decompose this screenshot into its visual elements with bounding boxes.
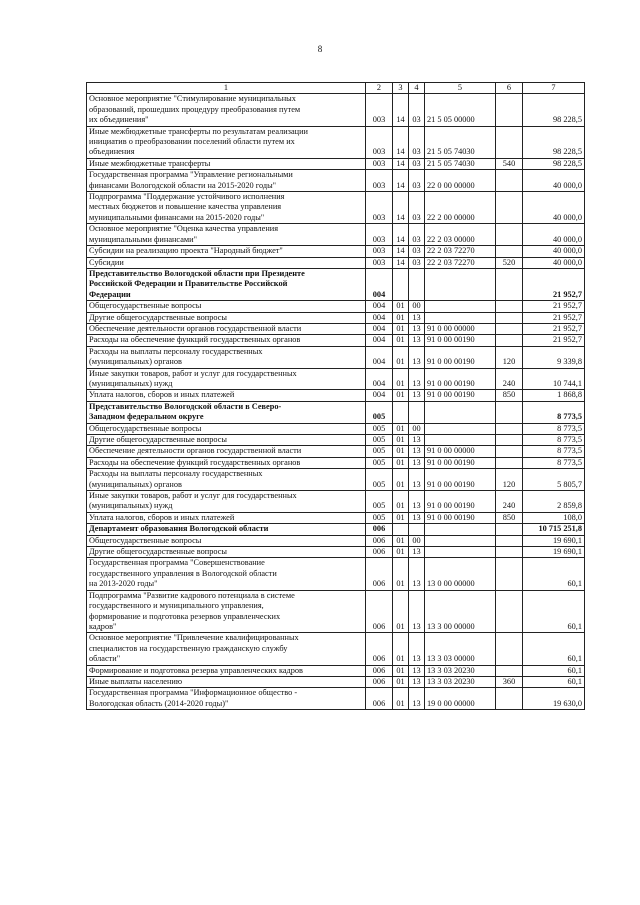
item-name-cell: Иные выплаты населению — [87, 676, 366, 687]
subsection-code-cell: 03 — [409, 170, 425, 192]
expense-type-code-cell: 850 — [496, 390, 523, 401]
expense-type-code-cell — [496, 535, 523, 546]
subsection-code-cell: 00 — [409, 535, 425, 546]
subsection-code-cell: 13 — [409, 558, 425, 590]
item-name-cell: Расходы на обеспечение функций государственных органов — [87, 335, 366, 346]
target-article-code-cell: 21 5 05 00000 — [425, 94, 496, 126]
ministry-code-cell: 003 — [366, 224, 393, 246]
expense-type-code-cell: 240 — [496, 491, 523, 513]
ministry-code-cell: 006 — [366, 547, 393, 558]
header-cell: 7 — [523, 83, 585, 94]
expense-type-code-cell — [496, 558, 523, 590]
expense-type-code-cell: 850 — [496, 512, 523, 523]
section-code-cell: 14 — [393, 257, 409, 268]
subsection-code-cell: 00 — [409, 301, 425, 312]
target-article-code-cell — [425, 423, 496, 434]
subsection-code-cell: 03 — [409, 94, 425, 126]
subsection-code-cell: 13 — [409, 390, 425, 401]
section-code-cell — [393, 401, 409, 423]
subsection-code-cell: 13 — [409, 547, 425, 558]
item-name-cell: Другие общегосударственные вопросы — [87, 435, 366, 446]
amount-cell: 40 000,0 — [523, 170, 585, 192]
section-code-cell: 14 — [393, 158, 409, 169]
ministry-code-cell: 003 — [366, 158, 393, 169]
expense-type-code-cell: 540 — [496, 158, 523, 169]
target-article-code-cell: 91 0 00 00190 — [425, 457, 496, 468]
ministry-code-cell: 004 — [366, 368, 393, 390]
section-code-cell: 14 — [393, 94, 409, 126]
target-article-code-cell: 91 0 00 00190 — [425, 335, 496, 346]
item-name-cell: Иные закупки товаров, работ и услуг для государственных (муниципальных) нужд — [87, 491, 366, 513]
amount-cell: 108,0 — [523, 512, 585, 523]
amount-cell: 98 228,5 — [523, 126, 585, 158]
ministry-code-cell: 005 — [366, 435, 393, 446]
target-article-code-cell — [425, 535, 496, 546]
expense-type-code-cell — [496, 246, 523, 257]
ministry-code-cell: 006 — [366, 535, 393, 546]
amount-cell: 19 690,1 — [523, 535, 585, 546]
amount-cell: 60,1 — [523, 665, 585, 676]
section-code-cell: 01 — [393, 423, 409, 434]
item-name-cell: Представительство Вологодской области в Северо- Западном федеральном округе — [87, 401, 366, 423]
table-header-row — [87, 83, 585, 94]
section-code-cell: 01 — [393, 335, 409, 346]
ministry-code-cell: 006 — [366, 688, 393, 710]
amount-cell: 40 000,0 — [523, 224, 585, 246]
subsection-code-cell: 00 — [409, 423, 425, 434]
table-row — [87, 346, 585, 368]
target-article-code-cell: 91 0 00 00190 — [425, 390, 496, 401]
ministry-code-cell: 006 — [366, 524, 393, 535]
ministry-code-cell: 004 — [366, 390, 393, 401]
ministry-code-cell: 003 — [366, 192, 393, 224]
table-row — [87, 512, 585, 523]
table-row — [87, 126, 585, 158]
section-code-cell: 14 — [393, 246, 409, 257]
target-article-code-cell: 22 2 03 72270 — [425, 257, 496, 268]
subsection-code-cell: 13 — [409, 368, 425, 390]
subsection-code-cell: 13 — [409, 590, 425, 633]
expense-type-code-cell: 120 — [496, 469, 523, 491]
amount-cell: 60,1 — [523, 558, 585, 590]
section-code-cell: 01 — [393, 558, 409, 590]
amount-cell: 8 773,5 — [523, 435, 585, 446]
item-name-cell: Подпрограмма "Развитие кадрового потенциала в системе государственного и муниципального управления, формирование и подготовка резервов управленческих кадров" — [87, 590, 366, 633]
ministry-code-cell: 005 — [366, 446, 393, 457]
target-article-code-cell — [425, 524, 496, 535]
ministry-code-cell: 003 — [366, 246, 393, 257]
section-code-cell: 14 — [393, 170, 409, 192]
header-cell: 1 — [87, 83, 366, 94]
subsection-code-cell: 13 — [409, 446, 425, 457]
expense-type-code-cell — [496, 94, 523, 126]
amount-cell: 19 630,0 — [523, 688, 585, 710]
expense-type-code-cell — [496, 457, 523, 468]
amount-cell: 8 773,5 — [523, 401, 585, 423]
header-cell: 5 — [425, 83, 496, 94]
subsection-code-cell: 13 — [409, 665, 425, 676]
section-code-cell: 01 — [393, 469, 409, 491]
item-name-cell: Общегосударственные вопросы — [87, 301, 366, 312]
target-article-code-cell: 22 2 03 00000 — [425, 224, 496, 246]
table-row — [87, 435, 585, 446]
target-article-code-cell: 91 0 00 00190 — [425, 469, 496, 491]
section-code-cell: 01 — [393, 457, 409, 468]
subsection-code-cell: 13 — [409, 312, 425, 323]
table-row — [87, 423, 585, 434]
section-code-cell: 14 — [393, 224, 409, 246]
item-name-cell: Другие общегосударственные вопросы — [87, 312, 366, 323]
section-code-cell: 01 — [393, 512, 409, 523]
item-name-cell: Иные закупки товаров, работ и услуг для государственных (муниципальных) нужд — [87, 368, 366, 390]
target-article-code-cell — [425, 547, 496, 558]
amount-cell: 5 805,7 — [523, 469, 585, 491]
item-name-cell: Основное мероприятие "Оценка качества управления муниципальными финансами" — [87, 224, 366, 246]
table-row — [87, 558, 585, 590]
amount-cell: 21 952,7 — [523, 323, 585, 334]
item-name-cell: Подпрограмма "Поддержание устойчивого исполнения местных бюджетов и повышение качества управления муниципальными финансами на 2015-2020 годы" — [87, 192, 366, 224]
table-row — [87, 246, 585, 257]
item-name-cell: Государственная программа "Совершенствование государственного управления в Вологодской области на 2013-2020 годы" — [87, 558, 366, 590]
expense-type-code-cell: 520 — [496, 257, 523, 268]
table-row — [87, 312, 585, 323]
table-row — [87, 268, 585, 300]
ministry-code-cell: 006 — [366, 590, 393, 633]
ministry-code-cell: 006 — [366, 558, 393, 590]
section-code-cell: 01 — [393, 633, 409, 665]
subsection-code-cell: 03 — [409, 257, 425, 268]
subsection-code-cell: 13 — [409, 457, 425, 468]
page-number: 8 — [317, 44, 323, 54]
subsection-code-cell: 03 — [409, 246, 425, 257]
amount-cell: 40 000,0 — [523, 246, 585, 257]
expense-type-code-cell — [496, 323, 523, 334]
section-code-cell: 14 — [393, 192, 409, 224]
expense-type-code-cell — [496, 423, 523, 434]
expense-type-code-cell — [496, 547, 523, 558]
section-code-cell: 01 — [393, 435, 409, 446]
target-article-code-cell: 91 0 00 00190 — [425, 368, 496, 390]
table-row — [87, 469, 585, 491]
subsection-code-cell: 03 — [409, 126, 425, 158]
expense-type-code-cell — [496, 268, 523, 300]
section-code-cell: 01 — [393, 665, 409, 676]
amount-cell: 2 859,8 — [523, 491, 585, 513]
table-row — [87, 688, 585, 710]
ministry-code-cell: 005 — [366, 423, 393, 434]
target-article-code-cell: 13 3 03 00000 — [425, 633, 496, 665]
expense-type-code-cell — [496, 301, 523, 312]
amount-cell: 21 952,7 — [523, 268, 585, 300]
section-code-cell: 01 — [393, 446, 409, 457]
target-article-code-cell: 13 3 00 00000 — [425, 590, 496, 633]
section-code-cell: 01 — [393, 688, 409, 710]
table-row — [87, 192, 585, 224]
table-row — [87, 590, 585, 633]
item-name-cell: Другие общегосударственные вопросы — [87, 547, 366, 558]
table-row — [87, 491, 585, 513]
target-article-code-cell: 21 5 05 74030 — [425, 126, 496, 158]
table-row — [87, 323, 585, 334]
expense-type-code-cell — [496, 524, 523, 535]
expense-type-code-cell — [496, 665, 523, 676]
table-row — [87, 224, 585, 246]
expense-type-code-cell — [496, 590, 523, 633]
subsection-code-cell: 13 — [409, 633, 425, 665]
ministry-code-cell: 004 — [366, 301, 393, 312]
subsection-code-cell: 13 — [409, 346, 425, 368]
ministry-code-cell: 003 — [366, 126, 393, 158]
amount-cell: 60,1 — [523, 676, 585, 687]
item-name-cell: Уплата налогов, сборов и иных платежей — [87, 390, 366, 401]
table-row — [87, 665, 585, 676]
section-code-cell: 01 — [393, 547, 409, 558]
section-code-cell: 01 — [393, 676, 409, 687]
expense-type-code-cell — [496, 312, 523, 323]
section-code-cell: 01 — [393, 491, 409, 513]
section-code-cell: 01 — [393, 368, 409, 390]
section-code-cell: 01 — [393, 535, 409, 546]
section-code-cell — [393, 524, 409, 535]
item-name-cell: Обеспечение деятельности органов государственной власти — [87, 323, 366, 334]
item-name-cell: Общегосударственные вопросы — [87, 423, 366, 434]
target-article-code-cell: 22 2 03 72270 — [425, 246, 496, 257]
item-name-cell: Общегосударственные вопросы — [87, 535, 366, 546]
amount-cell: 21 952,7 — [523, 312, 585, 323]
amount-cell: 19 690,1 — [523, 547, 585, 558]
ministry-code-cell: 005 — [366, 512, 393, 523]
budget-table — [86, 82, 585, 710]
expense-type-code-cell — [496, 335, 523, 346]
amount-cell: 21 952,7 — [523, 335, 585, 346]
subsection-code-cell: 13 — [409, 688, 425, 710]
item-name-cell: Расходы на выплаты персоналу государственных (муниципальных) органов — [87, 469, 366, 491]
subsection-code-cell: 13 — [409, 323, 425, 334]
table-body — [87, 94, 585, 710]
subsection-code-cell: 13 — [409, 435, 425, 446]
item-name-cell: Субсидии на реализацию проекта "Народный бюджет" — [87, 246, 366, 257]
target-article-code-cell: 13 0 00 00000 — [425, 558, 496, 590]
subsection-code-cell — [409, 524, 425, 535]
header-cell: 3 — [393, 83, 409, 94]
subsection-code-cell: 03 — [409, 224, 425, 246]
expense-type-code-cell — [496, 401, 523, 423]
ministry-code-cell: 005 — [366, 457, 393, 468]
item-name-cell: Основное мероприятие "Стимулирование муниципальных образований, прошедших процедуру преобразования путем их объединения" — [87, 94, 366, 126]
ministry-code-cell: 004 — [366, 268, 393, 300]
table-row — [87, 535, 585, 546]
amount-cell: 9 339,8 — [523, 346, 585, 368]
amount-cell: 98 228,5 — [523, 94, 585, 126]
table-row — [87, 524, 585, 535]
subsection-code-cell: 03 — [409, 158, 425, 169]
section-code-cell: 01 — [393, 312, 409, 323]
amount-cell: 10 744,1 — [523, 368, 585, 390]
ministry-code-cell: 006 — [366, 633, 393, 665]
subsection-code-cell: 13 — [409, 335, 425, 346]
table-row — [87, 390, 585, 401]
target-article-code-cell: 91 0 00 00190 — [425, 512, 496, 523]
expense-type-code-cell: 360 — [496, 676, 523, 687]
header-cell: 2 — [366, 83, 393, 94]
section-code-cell: 01 — [393, 323, 409, 334]
target-article-code-cell: 13 3 03 20230 — [425, 665, 496, 676]
subsection-code-cell — [409, 401, 425, 423]
section-code-cell — [393, 268, 409, 300]
item-name-cell: Представительство Вологодской области при Президенте Российской Федерации и Правительстве Российской Федерации — [87, 268, 366, 300]
expense-type-code-cell — [496, 688, 523, 710]
expense-type-code-cell — [496, 126, 523, 158]
item-name-cell: Расходы на выплаты персоналу государственных (муниципальных) органов — [87, 346, 366, 368]
header-cell: 6 — [496, 83, 523, 94]
ministry-code-cell: 003 — [366, 257, 393, 268]
table-row — [87, 401, 585, 423]
target-article-code-cell: 22 0 00 00000 — [425, 170, 496, 192]
amount-cell: 40 000,0 — [523, 192, 585, 224]
subsection-code-cell — [409, 268, 425, 300]
target-article-code-cell — [425, 268, 496, 300]
amount-cell: 21 952,7 — [523, 301, 585, 312]
table-row — [87, 676, 585, 687]
section-code-cell: 01 — [393, 346, 409, 368]
table-row — [87, 94, 585, 126]
table-row — [87, 633, 585, 665]
expense-type-code-cell — [496, 435, 523, 446]
ministry-code-cell: 003 — [366, 170, 393, 192]
target-article-code-cell: 91 0 00 00190 — [425, 491, 496, 513]
target-article-code-cell: 21 5 05 74030 — [425, 158, 496, 169]
target-article-code-cell: 22 2 00 00000 — [425, 192, 496, 224]
expense-type-code-cell — [496, 633, 523, 665]
ministry-code-cell: 004 — [366, 312, 393, 323]
table-row — [87, 457, 585, 468]
item-name-cell: Департамент образования Вологодской области — [87, 524, 366, 535]
item-name-cell: Субсидии — [87, 257, 366, 268]
section-code-cell: 01 — [393, 301, 409, 312]
target-article-code-cell — [425, 301, 496, 312]
ministry-code-cell: 005 — [366, 469, 393, 491]
ministry-code-cell: 003 — [366, 94, 393, 126]
subsection-code-cell: 13 — [409, 512, 425, 523]
table-row — [87, 335, 585, 346]
amount-cell: 40 000,0 — [523, 257, 585, 268]
table-row — [87, 368, 585, 390]
section-code-cell: 14 — [393, 126, 409, 158]
expense-type-code-cell — [496, 446, 523, 457]
subsection-code-cell: 13 — [409, 676, 425, 687]
target-article-code-cell: 13 3 03 20230 — [425, 676, 496, 687]
ministry-code-cell: 004 — [366, 346, 393, 368]
target-article-code-cell — [425, 312, 496, 323]
target-article-code-cell: 91 0 00 00000 — [425, 323, 496, 334]
expense-type-code-cell — [496, 170, 523, 192]
item-name-cell: Расходы на обеспечение функций государственных органов — [87, 457, 366, 468]
section-code-cell: 01 — [393, 390, 409, 401]
subsection-code-cell: 03 — [409, 192, 425, 224]
table-row — [87, 547, 585, 558]
ministry-code-cell: 006 — [366, 665, 393, 676]
item-name-cell: Государственная программа "Управление региональными финансами Вологодской области на 2015-2020 годы" — [87, 170, 366, 192]
ministry-code-cell: 005 — [366, 491, 393, 513]
ministry-code-cell: 004 — [366, 335, 393, 346]
amount-cell: 60,1 — [523, 633, 585, 665]
target-article-code-cell: 91 0 00 00190 — [425, 346, 496, 368]
item-name-cell: Государственная программа "Информационное общество - Вологодская область (2014-2020 годы)" — [87, 688, 366, 710]
amount-cell: 8 773,5 — [523, 457, 585, 468]
expense-type-code-cell: 120 — [496, 346, 523, 368]
amount-cell: 8 773,5 — [523, 446, 585, 457]
table-row — [87, 446, 585, 457]
item-name-cell: Уплата налогов, сборов и иных платежей — [87, 512, 366, 523]
subsection-code-cell: 13 — [409, 491, 425, 513]
item-name-cell: Иные межбюджетные трансферты — [87, 158, 366, 169]
subsection-code-cell: 13 — [409, 469, 425, 491]
item-name-cell: Основное мероприятие "Привлечение квалифицированных специалистов на государственную гражданскую службу области" — [87, 633, 366, 665]
table-row — [87, 301, 585, 312]
section-code-cell: 01 — [393, 590, 409, 633]
header-cell: 4 — [409, 83, 425, 94]
expense-type-code-cell: 240 — [496, 368, 523, 390]
amount-cell: 1 868,8 — [523, 390, 585, 401]
item-name-cell: Иные межбюджетные трансферты по результатам реализации инициатив о преобразовании поселений области путем их объединения — [87, 126, 366, 158]
expense-type-code-cell — [496, 224, 523, 246]
target-article-code-cell — [425, 435, 496, 446]
ministry-code-cell: 004 — [366, 323, 393, 334]
ministry-code-cell: 005 — [366, 401, 393, 423]
amount-cell: 8 773,5 — [523, 423, 585, 434]
item-name-cell: Обеспечение деятельности органов государственной власти — [87, 446, 366, 457]
amount-cell: 98 228,5 — [523, 158, 585, 169]
target-article-code-cell — [425, 401, 496, 423]
ministry-code-cell: 006 — [366, 676, 393, 687]
target-article-code-cell: 91 0 00 00000 — [425, 446, 496, 457]
amount-cell: 60,1 — [523, 590, 585, 633]
table-row — [87, 170, 585, 192]
table-row — [87, 158, 585, 169]
item-name-cell: Формирование и подготовка резерва управленческих кадров — [87, 665, 366, 676]
amount-cell: 10 715 251,8 — [523, 524, 585, 535]
target-article-code-cell: 19 0 00 00000 — [425, 688, 496, 710]
table-row — [87, 257, 585, 268]
expense-type-code-cell — [496, 192, 523, 224]
